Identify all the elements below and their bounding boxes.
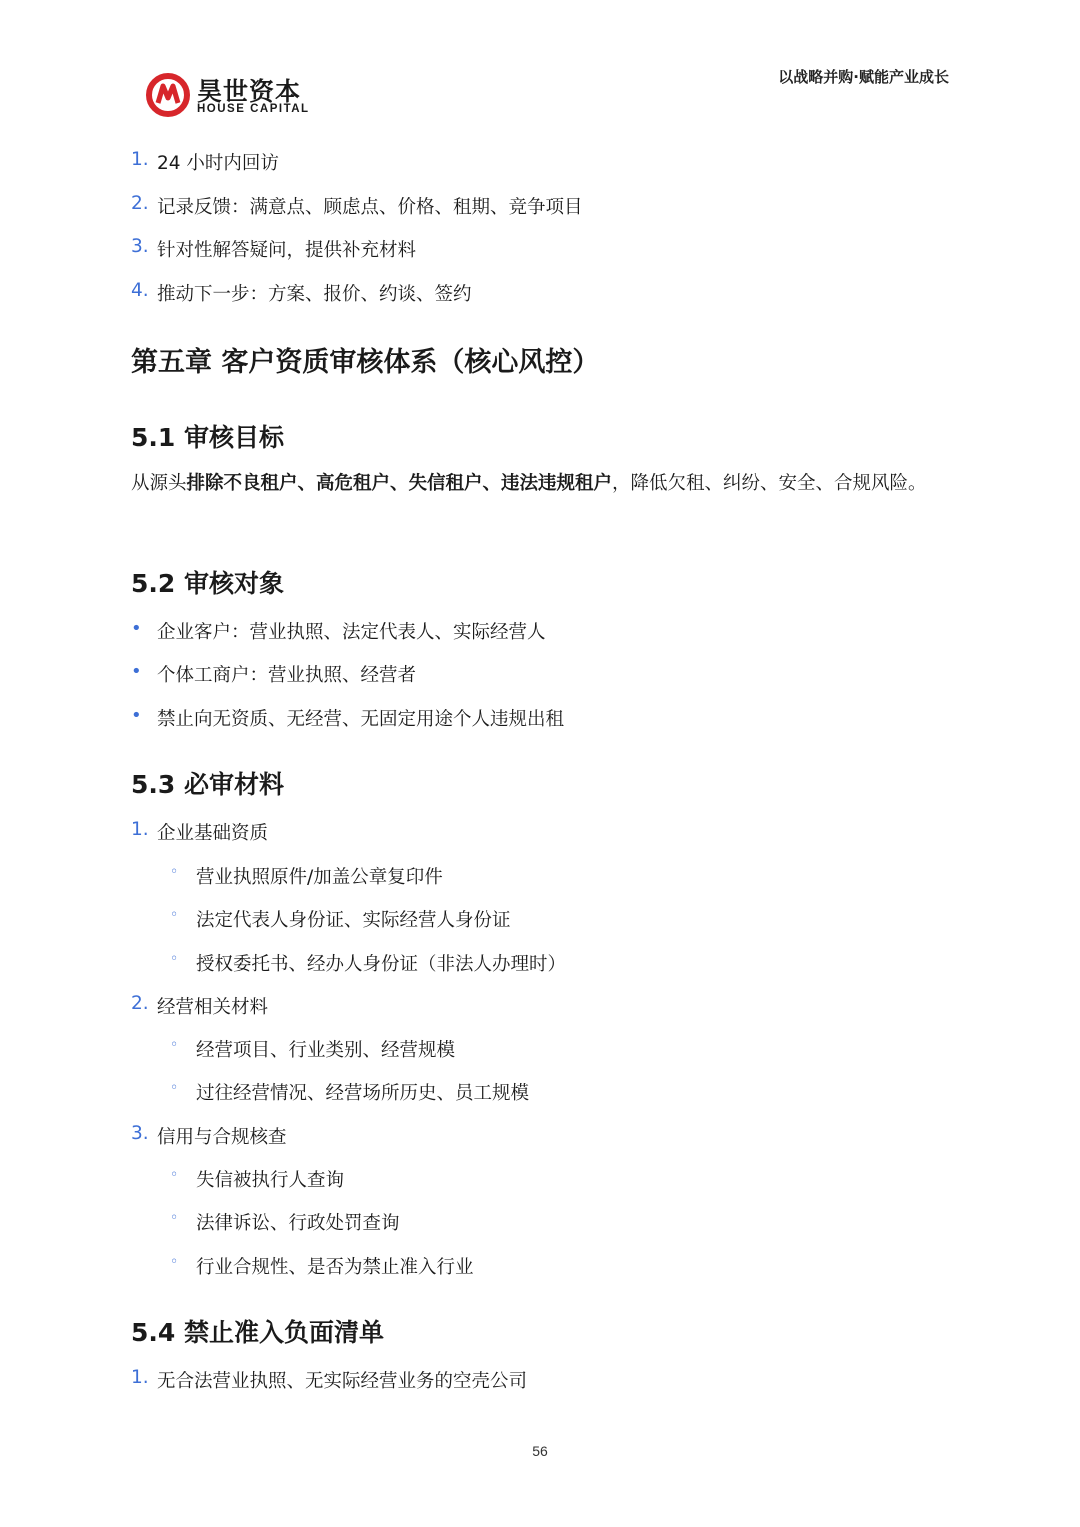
circle-bullet-icon: ◦ [170,864,179,880]
list-number: 1. [131,1367,149,1388]
sub-list-text: 经营项目、行业类别、经营规模 [196,1040,456,1061]
bullet-text: 禁止向无资质、无经营、无固定用途个人违规出租 [157,709,565,730]
bullet-icon: • [131,705,142,726]
sub-list-text: 法定代表人身份证、实际经营人身份证 [196,910,511,931]
bullet-icon: • [131,618,142,639]
bullet-icon: • [131,661,142,682]
list-number: 1. [131,819,149,840]
paragraph-text: 从源头 [131,473,187,494]
list-number: 2. [131,993,149,1014]
circle-bullet-icon: ◦ [170,1254,179,1270]
section-5-1-paragraph [131,468,956,500]
sub-list-text: 失信被执行人查询 [196,1170,345,1191]
sub-list-text: 法律诉讼、行政处罚查询 [196,1213,400,1234]
list-item-text: 24 小时内回访 [157,153,279,174]
header-slogan: 以战略并购·赋能产业成长 [778,68,949,86]
page-number: 56 [532,1443,548,1459]
section-heading-5-1: 5.1 审核目标 [131,423,284,452]
sub-list-text: 行业合规性、是否为禁止准入行业 [196,1257,474,1278]
list-number: 2. [131,193,149,214]
sub-list-text: 授权委托书、经办人身份证（非法人办理时） [196,954,567,975]
list-item-text: 无合法营业执照、无实际经营业务的空壳公司 [157,1371,528,1392]
sub-list-text: 营业执照原件/加盖公章复印件 [196,867,443,888]
list-item-text: 企业基础资质 [157,823,269,844]
list-number: 1. [131,149,149,170]
section-heading-5-3: 5.3 必审材料 [131,770,284,799]
section-heading-5-2: 5.2 审核对象 [131,569,284,598]
circle-bullet-icon: ◦ [170,1080,179,1096]
circle-bullet-icon: ◦ [170,1037,179,1053]
chapter-title: 第五章 客户资质审核体系（核心风控） [131,347,600,378]
logo-english-name: HOUSE CAPITAL [197,103,310,115]
section-heading-5-4: 5.4 禁止准入负面清单 [131,1318,384,1347]
bullet-text: 企业客户：营业执照、法定代表人、实际经营人 [157,622,546,643]
circle-bullet-icon: ◦ [170,1210,179,1226]
list-number: 3. [131,1123,149,1144]
circle-bullet-icon: ◦ [170,951,179,967]
logo-chinese-name: 昊世资本 [197,77,302,106]
list-item-text: 针对性解答疑问，提供补充材料 [157,240,417,261]
logo-mark-icon [145,72,191,118]
list-number: 4. [131,280,149,301]
sub-list-text: 过往经营情况、经营场所历史、员工规模 [196,1083,530,1104]
paragraph-bold-text: 排除不良租户、高危租户、失信租户、违法违规租户 [186,473,613,494]
list-item-text: 推动下一步：方案、报价、约谈、签约 [157,284,472,305]
list-number: 3. [131,236,149,257]
circle-bullet-icon: ◦ [170,1167,179,1183]
bullet-text: 个体工商户：营业执照、经营者 [157,665,417,686]
page-header [0,0,1080,130]
list-item-text: 记录反馈：满意点、顾虑点、价格、租期、竞争项目 [157,197,583,218]
circle-bullet-icon: ◦ [170,907,179,923]
list-item-text: 信用与合规核查 [157,1127,287,1148]
paragraph-text: ，降低欠租、纠纷、安全、合规风险。 [612,473,927,494]
list-item-text: 经营相关材料 [157,997,269,1018]
